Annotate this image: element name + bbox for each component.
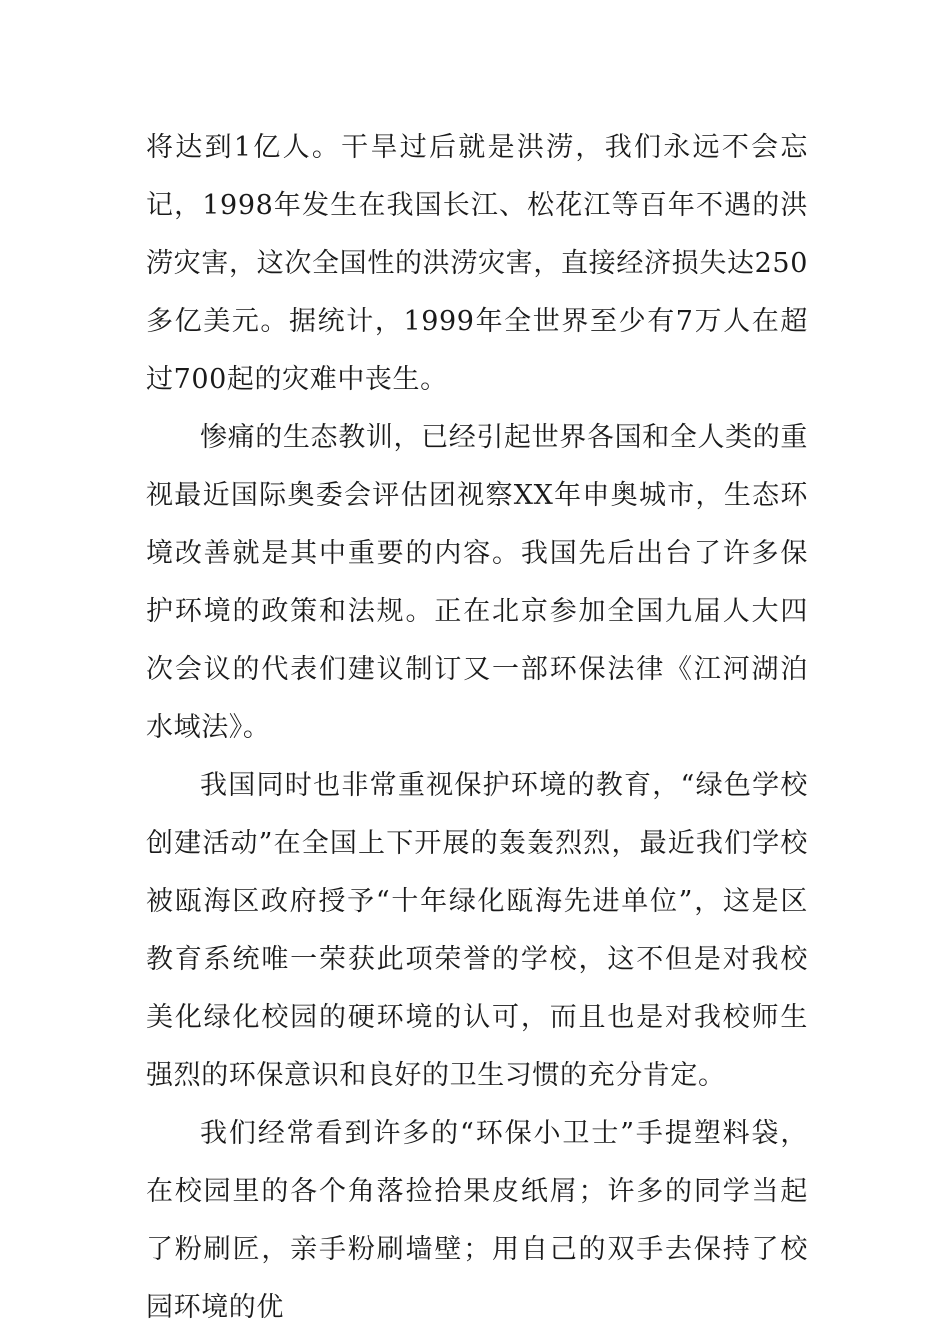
paragraph-environment-education: 我国同时也非常重视保护环境的教育，“绿色学校创建活动”在全国上下开展的轰轰烈烈，最近我们学校被瓯海区政府授予“十年绿化瓯海先进单位”，这是区教育系统唯一荣获此项荣誉的学校，这不但是对我校美化绿化校园的硬环境的认可，而且也是对我校师生强烈的环保意识和良好的卫生习惯的充分肯定。 [146,770,808,1091]
body-text [146,119,808,1337]
paragraph-continued: 将达到1亿人。干旱过后就是洪涝，我们永远不会忘记，1998年发生在我国长江、松花江等百年不遇的洪涝灾害，这次全国性的洪涝灾害，直接经济损失达250多亿美元。据统计，1999年全世界至少有7万人在超过700起的灾难中丧生。 [146,132,808,395]
paragraph-eco-guardians: 我们经常看到许多的“环保小卫士”手提塑料袋，在校园里的各个角落捡拾果皮纸屑；许多的同学当起了粉刷匠，亲手粉刷墙壁；用自己的双手去保持了校园环境的优 [146,1118,808,1323]
paragraph-ecology-lesson: 惨痛的生态教训，已经引起世界各国和全人类的重视最近国际奥委会评估团视察XX年申奥城市，生态环境改善就是其中重要的内容。我国先后出台了许多保护环境的政策和法规。正在北京参加全国九届人大四次会议的代表们建议制订又一部环保法律《江河湖泊水域法》。 [146,422,808,743]
